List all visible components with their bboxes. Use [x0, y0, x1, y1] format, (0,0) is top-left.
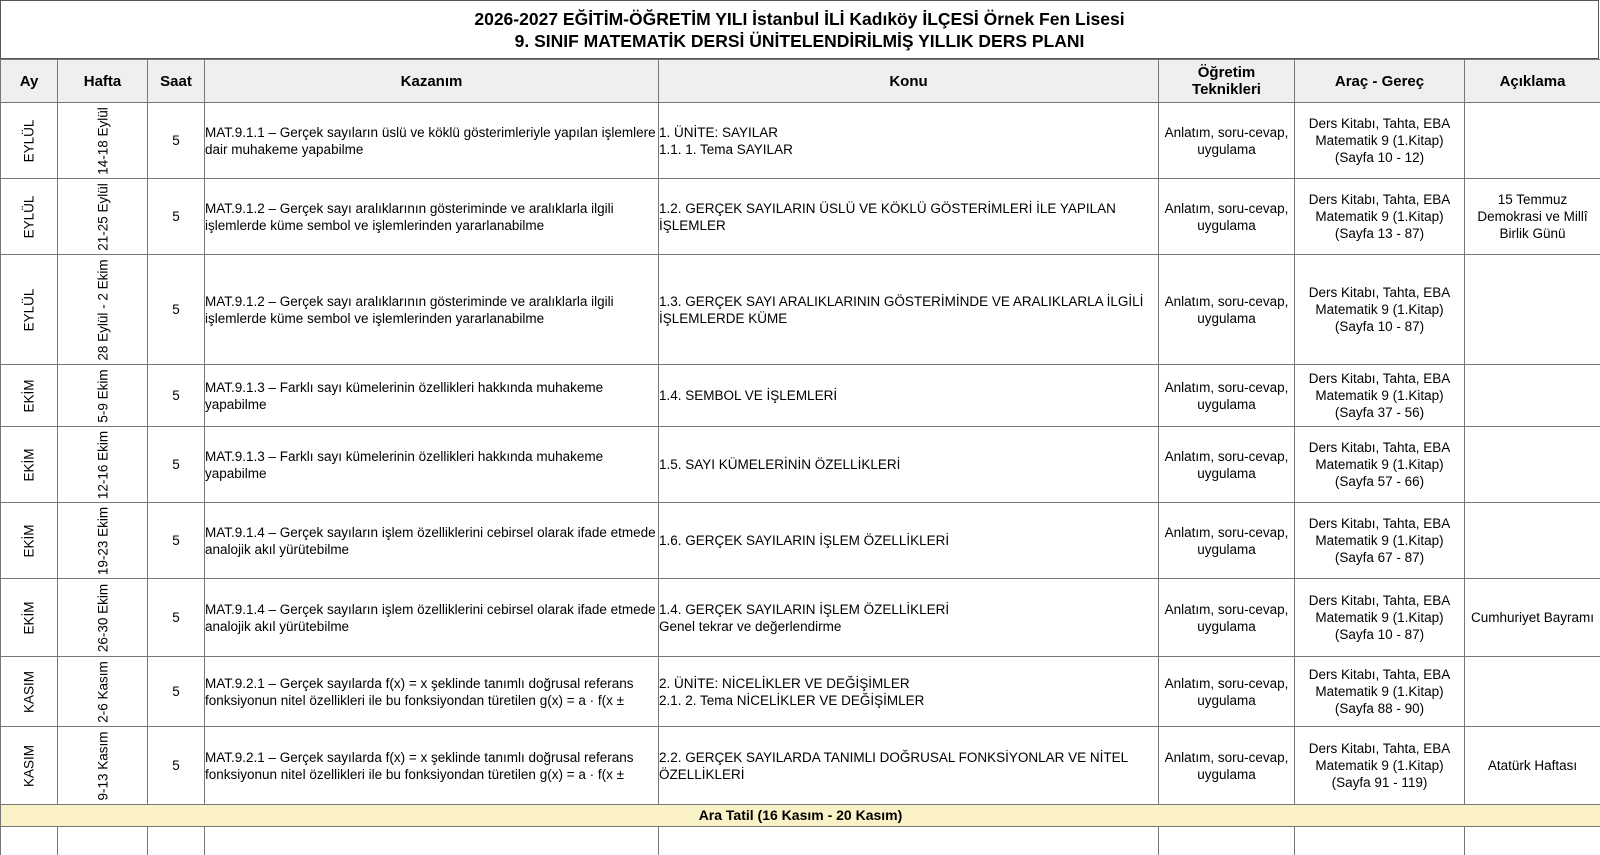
hours-cell: 5 — [148, 503, 205, 579]
topic-line: 1.5. SAYI KÜMELERİNİN ÖZELLİKLERİ — [659, 457, 901, 472]
topic-cell — [659, 579, 1159, 657]
outcome-text: MAT.9.2.1 – Gerçek sayılarda f(x) = x şeklinde tanımlı doğrusal referans fonksiyonun nitel özellikleri ile bu fonksiyondan türetilen g(x) = a · f(x ± — [205, 675, 634, 708]
table-row — [1, 727, 1600, 805]
materials-line: Matematik 9 (1.Kitap) — [1315, 533, 1444, 548]
holiday-break-row — [1, 805, 1600, 827]
month-cell — [1, 103, 58, 179]
topic-line: 1.6. GERÇEK SAYILARIN İŞLEM ÖZELLİKLERİ — [659, 533, 950, 548]
table-row — [1, 255, 1600, 365]
month-label: EKİM — [21, 378, 37, 413]
week-cell — [58, 727, 148, 805]
header-ogretim-line-1: Öğretim — [1197, 64, 1256, 81]
header-ogretim-line-2: Teknikleri — [1192, 81, 1261, 98]
materials-line: Ders Kitabı, Tahta, EBA — [1308, 371, 1451, 386]
outcome-text: MAT.9.1.4 – Gerçek sayıların işlem özelliklerini cebirsel olarak ifade etmede analojik akıl yürütebilme — [205, 524, 656, 557]
materials-cell — [1295, 727, 1465, 805]
technique-cell: Anlatım, soru-cevap, uygulama — [1159, 727, 1295, 805]
month-label: EYLÜL — [21, 288, 37, 331]
week-cell — [58, 427, 148, 503]
month-cell — [1, 727, 58, 805]
plan-body — [1, 103, 1600, 855]
note-cell — [1465, 503, 1600, 579]
empty-cell — [1159, 827, 1295, 855]
topic-line: 1.2. GERÇEK SAYILARIN ÜSLÜ VE KÖKLÜ GÖSTERİMLERİ İLE YAPILAN İŞLEMLER — [659, 200, 1116, 233]
week-label: 12-16 Ekim — [95, 430, 110, 499]
materials-line: Ders Kitabı, Tahta, EBA — [1308, 667, 1451, 682]
week-label: 21-25 Eylül — [95, 182, 110, 251]
note-cell — [1465, 365, 1600, 427]
materials-line: Ders Kitabı, Tahta, EBA — [1308, 440, 1451, 455]
topic-cell — [659, 103, 1159, 179]
materials-line: Matematik 9 (1.Kitap) — [1315, 758, 1444, 773]
materials-line: Ders Kitabı, Tahta, EBA — [1308, 741, 1451, 756]
table-row — [1, 179, 1600, 255]
month-cell — [1, 365, 58, 427]
week-cell — [58, 103, 148, 179]
empty-cell — [1295, 827, 1465, 855]
hours-cell: 5 — [148, 179, 205, 255]
header-hafta: Hafta — [58, 60, 148, 103]
materials-cell — [1295, 179, 1465, 255]
empty-cell — [1465, 827, 1600, 855]
week-label: 9-13 Kasım — [95, 730, 110, 801]
month-cell — [1, 503, 58, 579]
header-ay: Ay — [1, 60, 58, 103]
topic-cell — [659, 365, 1159, 427]
empty-cell — [659, 827, 1159, 855]
month-cell — [1, 579, 58, 657]
header-aciklama: Açıklama — [1465, 60, 1600, 103]
materials-line: (Sayfa 67 - 87) — [1334, 550, 1425, 565]
month-label: EKİM — [21, 600, 37, 635]
outcome-cell — [205, 365, 659, 427]
outcome-cell — [205, 503, 659, 579]
materials-line: (Sayfa 91 - 119) — [1331, 775, 1428, 790]
month-label: KASIM — [21, 670, 37, 713]
table-row — [1, 427, 1600, 503]
outcome-cell — [205, 657, 659, 727]
topic-line: 1.4. SEMBOL VE İŞLEMLERİ — [659, 388, 838, 403]
week-cell — [58, 179, 148, 255]
materials-line: Ders Kitabı, Tahta, EBA — [1308, 593, 1451, 608]
week-label: 2-6 Kasım — [95, 660, 110, 723]
outcome-cell — [205, 579, 659, 657]
document-title — [0, 0, 1599, 59]
note-cell — [1465, 103, 1600, 179]
hours-cell: 5 — [148, 657, 205, 727]
outcome-cell — [205, 103, 659, 179]
title-line-2: 9. SINIF MATEMATİK DERSİ ÜNİTELENDİRİLMİŞ YILLIK DERS PLANI — [514, 31, 1085, 51]
week-cell — [58, 579, 148, 657]
outcome-text: MAT.9.1.2 – Gerçek sayı aralıklarının gösteriminde ve aralıklarla ilgili işlemlerde küme sembol ve işlemlerinden yararlanabilme — [205, 200, 614, 233]
technique-cell: Anlatım, soru-cevap, uygulama — [1159, 427, 1295, 503]
empty-cell — [1, 827, 58, 855]
month-label: KASIM — [21, 744, 37, 787]
materials-line: Matematik 9 (1.Kitap) — [1315, 457, 1444, 472]
materials-line: Ders Kitabı, Tahta, EBA — [1308, 516, 1451, 531]
header-ogretim — [1159, 60, 1295, 103]
month-cell — [1, 657, 58, 727]
header-arac: Araç - Gereç — [1295, 60, 1465, 103]
table-row — [1, 103, 1600, 179]
hours-cell: 5 — [148, 727, 205, 805]
materials-line: (Sayfa 37 - 56) — [1334, 405, 1425, 420]
topic-line: Genel tekrar ve değerlendirme — [659, 618, 842, 634]
note-cell: Atatürk Haftası — [1465, 727, 1600, 805]
technique-cell: Anlatım, soru-cevap, uygulama — [1159, 103, 1295, 179]
outcome-text: MAT.9.1.1 – Gerçek sayıların üslü ve köklü gösterimleriyle yapılan işlemlere dair muhakeme yapabilme — [205, 124, 656, 157]
hours-cell: 5 — [148, 103, 205, 179]
topic-cell — [659, 727, 1159, 805]
week-label: 5-9 Ekim — [95, 368, 110, 423]
materials-line: Matematik 9 (1.Kitap) — [1315, 610, 1444, 625]
hours-cell: 5 — [148, 427, 205, 503]
materials-line: (Sayfa 10 - 12) — [1334, 150, 1425, 165]
table-row — [1, 503, 1600, 579]
materials-cell — [1295, 103, 1465, 179]
table-row — [1, 657, 1600, 727]
month-cell — [1, 255, 58, 365]
materials-line: (Sayfa 57 - 66) — [1334, 474, 1425, 489]
topic-line: 2.2. GERÇEK SAYILARDA TANIMLI DOĞRUSAL FONKSİYONLAR VE NİTEL ÖZELLİKLERİ — [659, 749, 1128, 782]
note-cell — [1465, 255, 1600, 365]
materials-line: Ders Kitabı, Tahta, EBA — [1308, 285, 1451, 300]
topic-cell — [659, 179, 1159, 255]
technique-cell: Anlatım, soru-cevap, uygulama — [1159, 179, 1295, 255]
header-saat: Saat — [148, 60, 205, 103]
materials-line: (Sayfa 10 - 87) — [1334, 319, 1425, 334]
materials-line: Matematik 9 (1.Kitap) — [1315, 302, 1444, 317]
table-row — [1, 579, 1600, 657]
topic-line: 1.3. GERÇEK SAYI ARALIKLARININ GÖSTERİMİNDE VE ARALIKLARLA İLGİLİ İŞLEMLERDE KÜME — [659, 293, 1144, 326]
materials-line: Ders Kitabı, Tahta, EBA — [1308, 116, 1451, 131]
technique-cell: Anlatım, soru-cevap, uygulama — [1159, 579, 1295, 657]
materials-line: (Sayfa 88 - 90) — [1334, 701, 1425, 716]
empty-cell — [205, 827, 659, 855]
outcome-text: MAT.9.2.1 – Gerçek sayılarda f(x) = x şeklinde tanımlı doğrusal referans fonksiyonun nitel özellikleri ile bu fonksiyondan türetilen g(x) = a · f(x ± — [205, 749, 634, 782]
table-header-row — [1, 60, 1600, 103]
week-label: 14-18 Eylül — [95, 106, 110, 175]
materials-cell — [1295, 365, 1465, 427]
technique-cell: Anlatım, soru-cevap, uygulama — [1159, 657, 1295, 727]
outcome-cell — [205, 727, 659, 805]
month-label: EKİM — [21, 523, 37, 558]
outcome-text: MAT.9.1.3 – Farklı sayı kümelerinin özellikleri hakkında muhakeme yapabilme — [205, 448, 604, 481]
outcome-text: MAT.9.1.2 – Gerçek sayı aralıklarının gösteriminde ve aralıklarla ilgili işlemlerde küme sembol ve işlemlerinden yararlanabilme — [205, 293, 614, 326]
technique-cell: Anlatım, soru-cevap, uygulama — [1159, 365, 1295, 427]
header-kazanim: Kazanım — [205, 60, 659, 103]
month-label: EYLÜL — [21, 195, 37, 238]
materials-cell — [1295, 579, 1465, 657]
materials-cell — [1295, 255, 1465, 365]
month-cell — [1, 427, 58, 503]
hours-cell: 5 — [148, 255, 205, 365]
outcome-cell — [205, 255, 659, 365]
note-cell: Cumhuriyet Bayramı — [1465, 579, 1600, 657]
empty-cell — [58, 827, 148, 855]
materials-line: Ders Kitabı, Tahta, EBA — [1308, 192, 1451, 207]
materials-line: Matematik 9 (1.Kitap) — [1315, 209, 1444, 224]
materials-cell — [1295, 427, 1465, 503]
topic-cell — [659, 657, 1159, 727]
hours-cell: 5 — [148, 579, 205, 657]
week-label: 26-30 Ekim — [95, 583, 110, 652]
materials-line: (Sayfa 10 - 87) — [1334, 627, 1425, 642]
materials-line: Matematik 9 (1.Kitap) — [1315, 684, 1444, 699]
table-row — [1, 365, 1600, 427]
materials-cell — [1295, 657, 1465, 727]
week-cell — [58, 503, 148, 579]
header-konu: Konu — [659, 60, 1159, 103]
technique-cell: Anlatım, soru-cevap, uygulama — [1159, 503, 1295, 579]
holiday-break-label: Ara Tatil (16 Kasım - 20 Kasım) — [1, 805, 1600, 827]
note-cell: 15 Temmuz Demokrasi ve Millî Birlik Günü — [1465, 179, 1600, 255]
title-line-1: 2026-2027 EĞİTİM-ÖĞRETİM YILI İstanbul İLİ Kadıköy İLÇESİ Örnek Fen Lisesi — [474, 9, 1125, 29]
materials-line: Matematik 9 (1.Kitap) — [1315, 133, 1444, 148]
topic-line: 1. ÜNİTE: SAYILAR — [659, 124, 779, 140]
table-row-partial — [1, 827, 1600, 855]
week-cell — [58, 365, 148, 427]
topic-line: 1.4. GERÇEK SAYILARIN İŞLEM ÖZELLİKLERİ — [659, 601, 950, 617]
hours-cell: 5 — [148, 365, 205, 427]
outcome-cell — [205, 179, 659, 255]
note-cell — [1465, 657, 1600, 727]
topic-cell — [659, 503, 1159, 579]
empty-cell — [148, 827, 205, 855]
month-cell — [1, 179, 58, 255]
week-cell — [58, 657, 148, 727]
materials-line: Matematik 9 (1.Kitap) — [1315, 388, 1444, 403]
outcome-cell — [205, 427, 659, 503]
outcome-text: MAT.9.1.3 – Farklı sayı kümelerinin özellikleri hakkında muhakeme yapabilme — [205, 379, 604, 412]
materials-line: (Sayfa 13 - 87) — [1334, 226, 1425, 241]
topic-line: 2.1. 2. Tema NİCELİKLER VE DEĞİŞİMLER — [659, 692, 925, 708]
topic-cell — [659, 427, 1159, 503]
month-label: EYLÜL — [21, 119, 37, 162]
topic-line: 1.1. 1. Tema SAYILAR — [659, 141, 793, 157]
note-cell — [1465, 427, 1600, 503]
week-label: 28 Eylül - 2 Ekim — [95, 258, 110, 361]
materials-cell — [1295, 503, 1465, 579]
technique-cell: Anlatım, soru-cevap, uygulama — [1159, 255, 1295, 365]
plan-table — [0, 59, 1600, 855]
month-label: EKİM — [21, 447, 37, 482]
outcome-text: MAT.9.1.4 – Gerçek sayıların işlem özelliklerini cebirsel olarak ifade etmede analojik akıl yürütebilme — [205, 601, 656, 634]
week-cell — [58, 255, 148, 365]
week-label: 19-23 Ekim — [95, 506, 110, 575]
topic-line: 2. ÜNİTE: NİCELİKLER VE DEĞİŞİMLER — [659, 675, 910, 691]
topic-cell — [659, 255, 1159, 365]
